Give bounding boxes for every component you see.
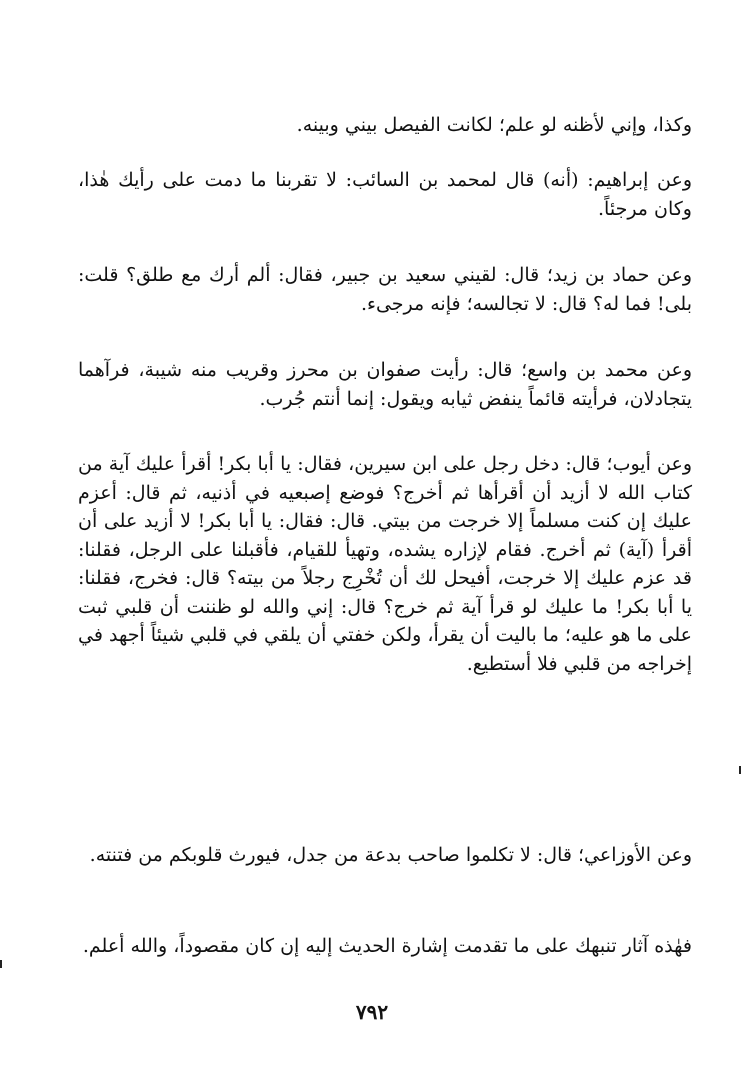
paragraph-conclusion: فهٰذه آثار تنبهك على ما تقدمت إشارة الحديث إليه إن كان مقصوداً، والله أعلم. (82, 935, 692, 957)
paragraph-ibn-sirin-ending: وكذا، وإني لأظنه لو علم؛ لكانت الفيصل بيني وبينه. (296, 114, 692, 136)
paragraph-hammad-ibn-zayd: وعن حماد بن زيد؛ قال: لقيني سعيد بن جبير، فقال: ألم أرك مع طلق؟ قلت: بلى! فما له؟ قال: لا تجالسه؛ فإنه مرجىء. (78, 264, 692, 315)
paragraph-ibrahim: وعن إبراهيم: (أنه) قال لمحمد بن السائب: لا تقربنا ما دمت على رأيك هٰذا، وكان مرجئاً. (78, 169, 692, 220)
scan-edge-mark-left (0, 960, 2, 968)
paragraph-muhammad-ibn-wasi: وعن محمد بن واسع؛ قال: رأيت صفوان بن محرز وقريب منه شيبة، فرآهما يتجادلان، فرأيته قائماً ينفض ثيابه ويقول: إنما أنتم جُرب. (78, 359, 692, 410)
paragraph-awzai: وعن الأوزاعي؛ قال: لا تكلموا صاحب بدعة من جدل، فيورث قلوبكم من فتنته. (89, 844, 692, 866)
scan-edge-mark-right (739, 766, 741, 774)
paragraph-ayyub: وعن أيوب؛ قال: دخل رجل على ابن سيرين، فقال: يا أبا بكر! أقرأ عليك آية من كتاب الله لا أزيد أن أقرأها ثم أخرج؟ فوضع إصبعيه في أذنيه، ثم قال: أعزم عليك إن كنت مسلماً إلا خرجت من بيتي. قال: فقال: يا أبا بكر! لا أزيد على أن أقرأ (آية) ثم أخرج. فقام لإزاره يشده، وتهيأ للقيام، فأقبلنا على الرجل، فقلنا: قد عزم عليك إلا خرجت، أفيحل لك أن تُخْرِج رجلاً من بيته؟ قال: فخرج، فقلنا: يا أبا بكر! ما عليك لو قرأ آية ثم خرج؟ قال: إني والله لو ظننت أن قلبي ثبت على ما هو عليه؛ ما باليت أن يقرأ، ولكن خفتي أن يلقي في قلبي شيئاً أجهد في إخراجه من قلبي فلا أستطيع. (78, 453, 692, 675)
page-number: ٧٩٢ (355, 1000, 389, 1024)
